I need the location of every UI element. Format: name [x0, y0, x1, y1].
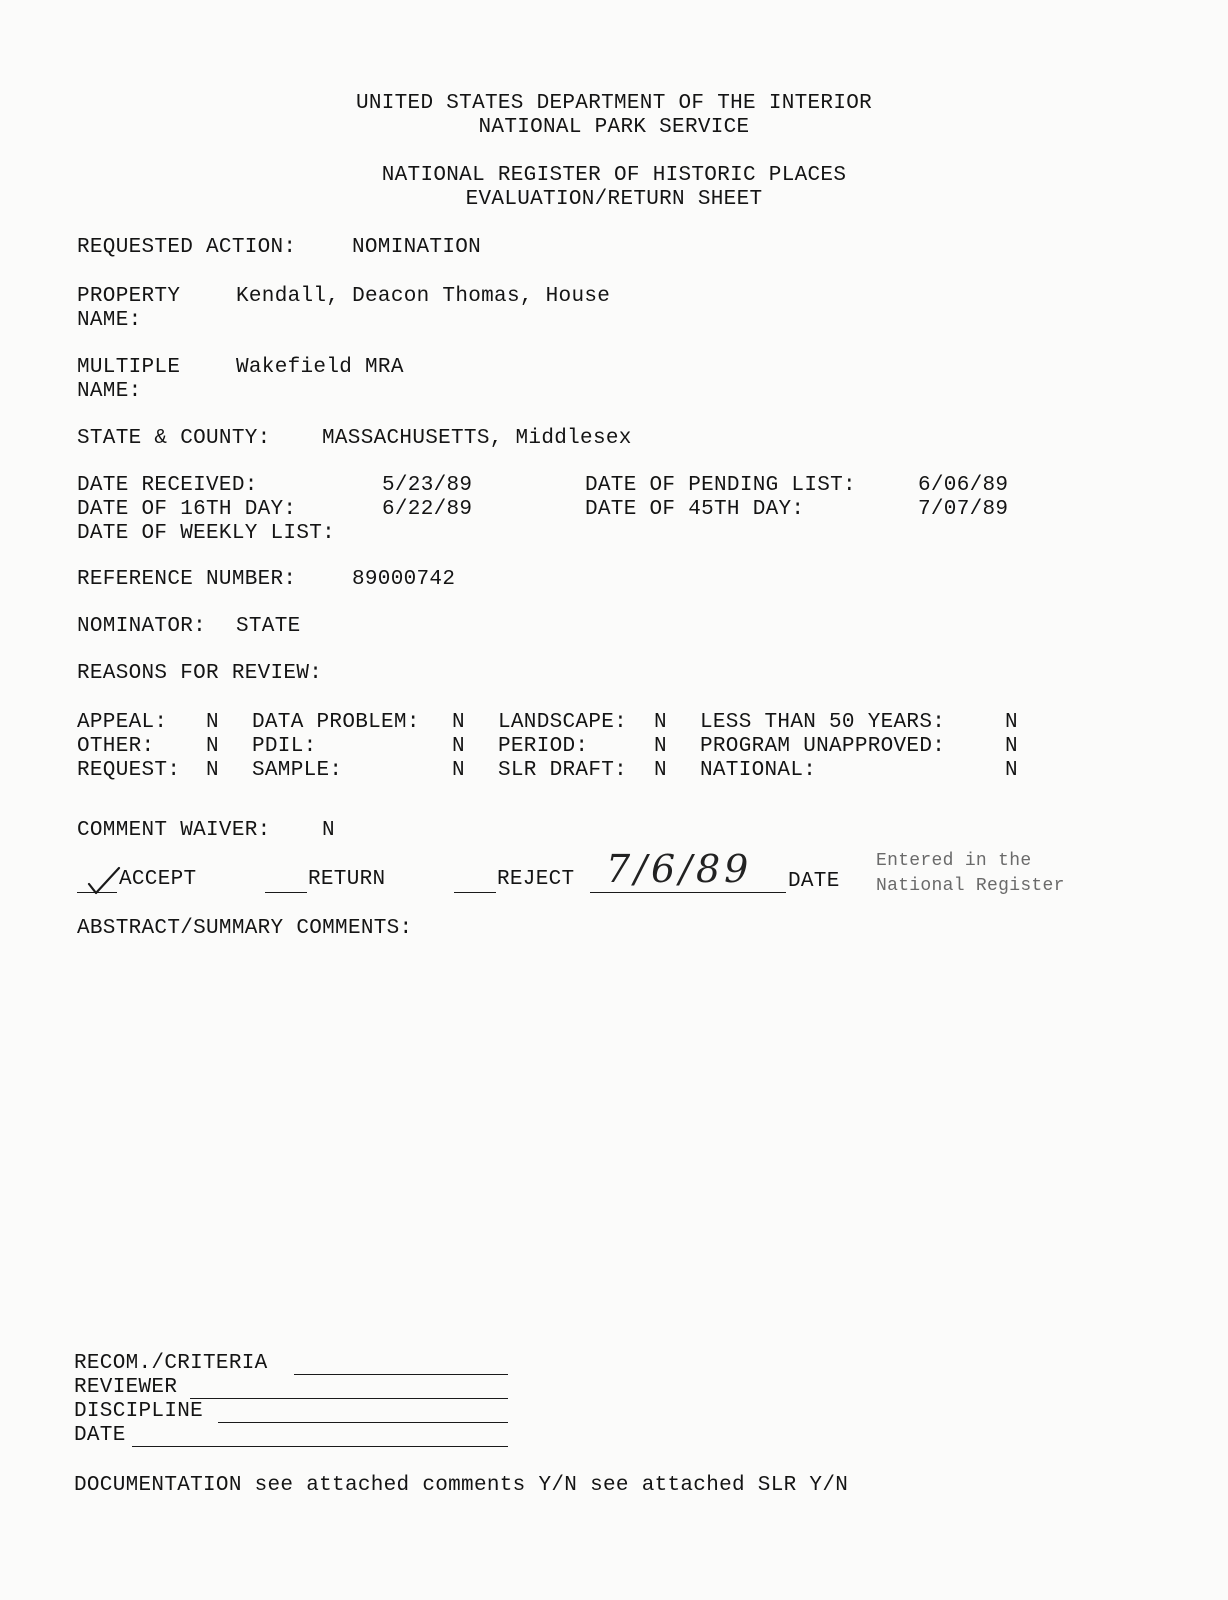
signoff-date-field[interactable]: [132, 1446, 508, 1447]
less-than-50-value: N: [1005, 711, 1018, 734]
appeal-label: APPEAL:: [77, 711, 168, 734]
slr-draft-label: SLR DRAFT:: [498, 759, 628, 782]
data-problem-value: N: [452, 711, 465, 734]
period-value: N: [654, 735, 667, 758]
documentation-line: DOCUMENTATION see attached comments Y/N see attached SLR Y/N: [74, 1474, 849, 1497]
state-county-label: STATE & COUNTY:: [77, 427, 271, 450]
landscape-value: N: [654, 711, 667, 734]
program-unapproved-value: N: [1005, 735, 1018, 758]
pdil-label: PDIL:: [252, 735, 317, 758]
reference-number-label: REFERENCE NUMBER:: [77, 568, 297, 591]
state-county-value: MASSACHUSETTS, Middlesex: [322, 427, 632, 450]
pdil-value: N: [452, 735, 465, 758]
program-unapproved-label: PROGRAM UNAPPROVED:: [700, 735, 946, 758]
request-label: REQUEST:: [77, 759, 181, 782]
checkmark-icon: [86, 866, 122, 896]
reasons-heading: REASONS FOR REVIEW:: [77, 662, 323, 685]
appeal-value: N: [206, 711, 219, 734]
nominator-value: STATE: [236, 615, 301, 638]
signoff-date-label: DATE: [74, 1424, 126, 1447]
return-blank[interactable]: [265, 892, 307, 893]
sheet-title: EVALUATION/RETURN SHEET: [465, 188, 763, 211]
abstract-comments-label: ABSTRACT/SUMMARY COMMENTS:: [77, 917, 413, 940]
discipline-field[interactable]: [218, 1422, 508, 1423]
reject-blank[interactable]: [454, 892, 496, 893]
multiple-label: MULTIPLE: [77, 356, 181, 379]
discipline-label: DISCIPLINE: [74, 1400, 204, 1423]
return-option[interactable]: RETURN: [308, 868, 386, 891]
register-heading: NATIONAL REGISTER OF HISTORIC PLACES: [381, 164, 847, 187]
property-label: PROPERTY: [77, 285, 181, 308]
requested-action-label: REQUESTED ACTION:: [77, 236, 297, 259]
data-problem-label: DATA PROBLEM:: [252, 711, 420, 734]
day16-value: 6/22/89: [382, 498, 473, 521]
sample-label: SAMPLE:: [252, 759, 343, 782]
reject-option[interactable]: REJECT: [497, 868, 575, 891]
multiple-name-value: Wakefield MRA: [236, 356, 404, 379]
department-heading: UNITED STATES DEPARTMENT OF THE INTERIOR: [355, 92, 873, 115]
reviewer-label: REVIEWER: [74, 1376, 178, 1399]
landscape-label: LANDSCAPE:: [498, 711, 628, 734]
date-received-value: 5/23/89: [382, 474, 473, 497]
national-value: N: [1005, 759, 1018, 782]
service-heading: NATIONAL PARK SERVICE: [478, 116, 750, 139]
less-than-50-label: LESS THAN 50 YEARS:: [700, 711, 946, 734]
requested-action-value: NOMINATION: [352, 236, 482, 259]
accept-option[interactable]: ACCEPT: [119, 868, 197, 891]
recom-criteria-field[interactable]: [294, 1374, 508, 1375]
nominator-label: NOMINATOR:: [77, 615, 207, 638]
day45-label: DATE OF 45TH DAY:: [585, 498, 805, 521]
recom-criteria-label: RECOM./CRITERIA: [74, 1352, 268, 1375]
pending-list-value: 6/06/89: [918, 474, 1009, 497]
multiple-name-label: NAME:: [77, 380, 142, 403]
reviewer-field[interactable]: [190, 1398, 508, 1399]
decision-date-line[interactable]: [590, 892, 786, 893]
other-value: N: [206, 735, 219, 758]
day16-label: DATE OF 16TH DAY:: [77, 498, 297, 521]
entered-stamp-line1: Entered in the: [876, 851, 1032, 871]
property-name-value: Kendall, Deacon Thomas, House: [236, 285, 611, 308]
weekly-list-label: DATE OF WEEKLY LIST:: [77, 522, 336, 545]
national-label: NATIONAL:: [700, 759, 817, 782]
comment-waiver-label: COMMENT WAIVER:: [77, 819, 271, 842]
period-label: PERIOD:: [498, 735, 589, 758]
pending-list-label: DATE OF PENDING LIST:: [585, 474, 856, 497]
date-received-label: DATE RECEIVED:: [77, 474, 258, 497]
entered-stamp-line2: National Register: [876, 876, 1065, 896]
sample-value: N: [452, 759, 465, 782]
slr-draft-value: N: [654, 759, 667, 782]
request-value: N: [206, 759, 219, 782]
decision-date-label: DATE: [788, 870, 840, 893]
handwritten-decision-date: 7/6/89: [606, 847, 753, 891]
day45-value: 7/07/89: [918, 498, 1009, 521]
property-name-label: NAME:: [77, 309, 142, 332]
comment-waiver-value: N: [322, 819, 335, 842]
reference-number-value: 89000742: [352, 568, 456, 591]
other-label: OTHER:: [77, 735, 155, 758]
